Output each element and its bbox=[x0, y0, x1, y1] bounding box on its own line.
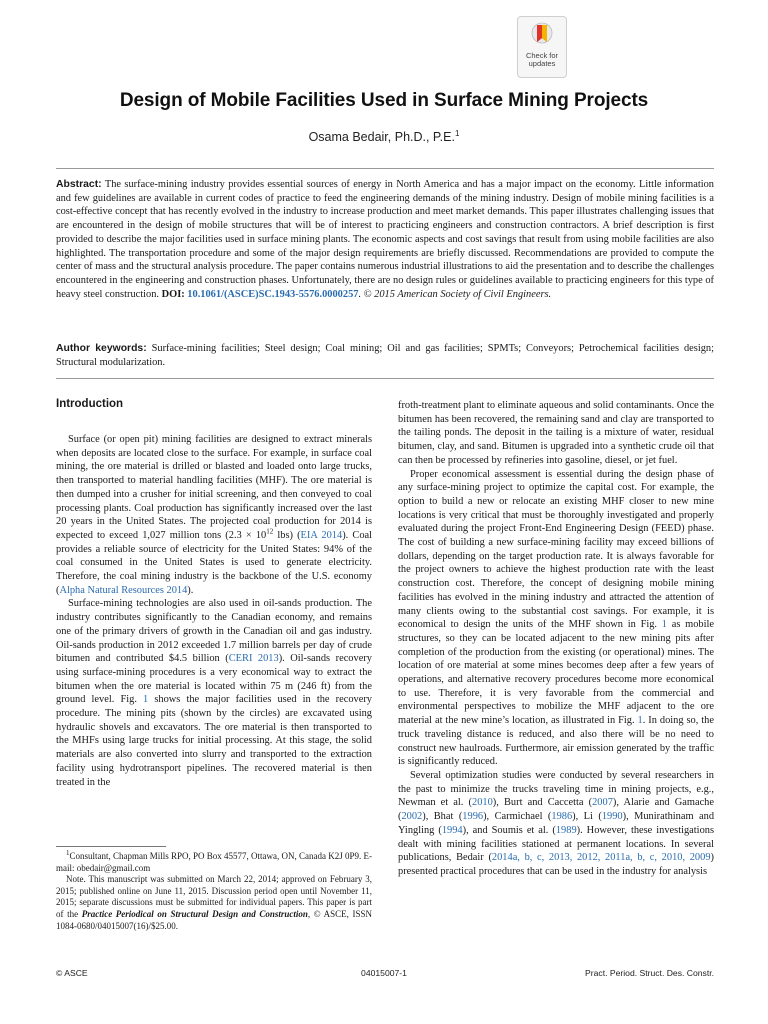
abstract-label: Abstract: bbox=[56, 179, 102, 190]
abstract-text: The surface-mining industry provides essential sources of energy in North America and has a major impact on the economy. Little information and few guidelines are available in current codes of practice to feed the engineering demands of the mining industry. Design of mobile mining facilities is a cost-effective concept that has recently evolved in the industry to increase production and meet market demands. This paper illustrates challenging issues that are encountered in the design of mobile structures that will be of interest to practicing engineers and construction contractors. A brief description is first provided to describe the major facilities used in surface mining plants. The economic aspects and cost savings that result from using mobile facilities are also highlighted. The transportation procedure and some of the major design requirements are briefly discussed. Recommendations are provided to compute the center of mass and the structural analysis procedure. The paper contains numerous industrial illustrations to aid the presentation and to describe the challenges encountered in the engineering and construction phases. Unfortunately, there are no design rules or guidelines available to practicing engineers for this type of heavy steel construction. bbox=[56, 179, 714, 300]
figure-link[interactable]: 1 bbox=[143, 694, 149, 706]
citation-link[interactable]: 2002 bbox=[401, 811, 423, 823]
text-run: ), and Soumis et al. ( bbox=[462, 824, 556, 836]
section-heading-introduction: Introduction bbox=[56, 398, 124, 410]
footer-publisher: © ASCE bbox=[56, 968, 88, 978]
citation-link[interactable]: 1996 bbox=[462, 811, 484, 823]
badge-line-1: Check for bbox=[525, 51, 559, 60]
text-run: ). bbox=[187, 584, 194, 596]
text-run: ), Munirathinam and Yingling ( bbox=[398, 811, 715, 836]
doi-link[interactable]: 10.1061/(ASCE)SC.1943-5576.0000257 bbox=[184, 288, 359, 300]
citation-link[interactable]: 2007 bbox=[592, 797, 613, 809]
check-for-updates-badge[interactable] bbox=[517, 16, 567, 78]
citation-link[interactable]: 1989 bbox=[555, 824, 577, 836]
author-footnote-mark: 1 bbox=[454, 128, 460, 138]
citation-link[interactable]: 1990 bbox=[601, 811, 623, 823]
footer-journal: Pract. Period. Struct. Des. Constr. bbox=[585, 968, 714, 978]
right-paragraph-2 bbox=[398, 468, 714, 769]
footnote-rule bbox=[56, 846, 166, 847]
text-run: ), Alarie and Gamache ( bbox=[398, 797, 714, 823]
citation-link[interactable]: Alpha Natural Resources 2014 bbox=[59, 584, 188, 596]
text-run: Several optimization studies were conducted by several researchers in the past to minimize the trucks traveling time in mining projects, e.g., Newman et al. ( bbox=[398, 769, 714, 809]
text-run: Proper economical assessment is essential during the design phase of any surface-mining project to optimize the capital cost. For example, the option to build a new or relocate an existing MHF closer to new mine locations is very critical that must be thoroughly investigated and properly evaluated during the project Front-End Engineering Design (FEED) phase. The cost of building a new surface-mining facility may exceed billions of dollars, depending on the target production rate. It is always favorable for the project owners to achieve the highest production rate with the least construction cost. Therefore, the concept of designing mobile mining facilities has evolved in the mining industry and attracted the attention of many clients owing to the substantial cost savings. For example, it is economical to design the units of the MHF shown in Fig. bbox=[398, 468, 714, 631]
keywords-label: Author keywords: bbox=[56, 343, 147, 354]
doi-label: DOI: bbox=[161, 288, 185, 300]
text-run: ). Oil-sands recovery using surface-mining procedures is a very economical way to extract the bitumen when the ore material is located within 75 m (246 ft) from the ground level. Fig. bbox=[56, 653, 372, 706]
text-run: Surface (or open pit) mining facilities are designed to extract minerals when deposits are located close to the surface. For example, in surface coal mining, the ore material is drilled or blasted and loaded onto large trucks, then transported to material handling facilities (MHF). The ore material is then dumped into a crusher for initial screening, and then conveyed to coal processing plants. Coal production has significantly increased over the last 20 years in the United States. The projected coal production for 2014 is expected to exceed 1,027 million tons (2.3 × 10 bbox=[56, 434, 372, 541]
footnote-affiliation bbox=[56, 851, 372, 874]
citation-link[interactable]: EIA 2014 bbox=[300, 529, 343, 541]
text-run: ), Carmichael ( bbox=[483, 811, 552, 823]
badge-line-2: updates bbox=[528, 59, 556, 68]
text-run: lbs) ( bbox=[273, 529, 301, 541]
text-run: ). Coal provides a reliable source of electricity for the United States: 94% of the coal consumed in the United States is used to generate electricity. Therefore, the coal mining industry is the backbone of the U.S. economy ( bbox=[56, 529, 373, 596]
text-run: ) presented practical procedures that can be used in the industry for analysis bbox=[398, 852, 714, 877]
author-line bbox=[0, 130, 768, 144]
right-column bbox=[398, 399, 714, 879]
text-run: ). However, these investigations dealt with mining facilities stationed at permanent locations. In several publications, Bedair ( bbox=[398, 824, 714, 864]
footnote bbox=[56, 851, 372, 932]
footnote-note bbox=[56, 874, 372, 932]
text-run: ), Burt and Caccetta ( bbox=[492, 797, 593, 809]
footnote-mark: 1 bbox=[66, 849, 70, 857]
right-paragraph-1: froth-treatment plant to eliminate aqueous and solid contaminants. Once the bitumen has been recovered, the remaining sand and clay are transported to the tailing ponds. The deposit in the tailing is a mixture of water, residual bitumen, clay, and sand. Bitumen is upgraded into a synthetic crude oil that can then be processed by refineries into gasoline, diesel, or jet fuel. bbox=[398, 400, 714, 466]
author-name: Osama Bedair, Ph.D., P.E. bbox=[308, 130, 455, 144]
copyright-text: . © 2015 American Society of Civil Engineers. bbox=[358, 288, 552, 300]
note-text: Note. This manuscript was submitted on March 22, 2014; approved on February 3, 2015; published online on June 11, 2015. Discussion period open until November 11, 2015; separate discussions must be submitted for individual papers. This paper is part of the bbox=[56, 874, 372, 919]
text-run: shows the major facilities used in the recovery procedure. The mining pits (shown by the circles) are excavated using hydraulic shovels and excavators. The ore material is then transported to the MHFs using large trucks for initial processing. At this stage, the solid materials are also converted into slurry and transported to the extraction facility using hydrotransport pipelines. The recovered material is then treated in the bbox=[56, 694, 372, 788]
text-run: ), Bhat ( bbox=[422, 811, 463, 823]
abstract bbox=[56, 178, 714, 301]
citation-link[interactable]: 2010 bbox=[472, 797, 493, 809]
abstract-top-rule bbox=[56, 168, 714, 169]
text-run: Surface-mining technologies are also used in oil-sands production. The industry contributes significantly to the Canadian economy, and remains one of the primary drivers of growth in the Canadian oil and gas industry. Oil-sands production in 2012 exceeded 1.7 million barrels per day of crude bitumen and contributed $4.5 billion ( bbox=[56, 598, 372, 665]
left-column bbox=[56, 433, 372, 789]
citation-link[interactable]: 1986 bbox=[551, 811, 573, 823]
exponent: 12 bbox=[266, 527, 274, 536]
citation-link[interactable]: 1994 bbox=[441, 824, 463, 836]
text-run: as mobile structures, so they can be located adjacent to the new mining pits after completion of the production from the existing (or operational) mines. The location of ore material at some mines becomes deep after a few years of operations, and alternative recovery procedures become more economical to use. Therefore, it is very favorable from the commercial and environmental perspectives to mobilize the MHF adjacent to the ore material at the new mine’s location, as illustrated in Fig. bbox=[398, 619, 714, 727]
keywords-text: Surface-mining facilities; Steel design; Coal mining; Oil and gas facilities; SPMTs; Conveyors; Petrochemical facilities design; Structural modularization. bbox=[56, 343, 714, 368]
author-keywords bbox=[56, 342, 714, 369]
paper-title: Design of Mobile Facilities Used in Surface Mining Projects bbox=[119, 90, 649, 111]
citation-link[interactable]: CERI 2013 bbox=[228, 653, 279, 665]
intro-paragraph-1 bbox=[56, 433, 372, 597]
figure-link[interactable]: 1 bbox=[661, 619, 667, 631]
citation-link[interactable]: 2014a, b, c, 2013, 2012, 2011a, b, c, 2010, 2009 bbox=[491, 852, 711, 864]
intro-paragraph-2 bbox=[56, 597, 372, 789]
journal-name: Practice Periodical on Structural Design and Construction bbox=[81, 908, 308, 919]
note-text: , © ASCE, ISSN 1084-0680/04015007(16)/$25.00. bbox=[56, 908, 373, 931]
figure-link[interactable]: 1 bbox=[637, 715, 643, 727]
right-paragraph-3 bbox=[398, 769, 714, 879]
affiliation-text: Consultant, Chapman Mills RPO, PO Box 45577, Ottawa, ON, Canada K2J 0P9. E-mail: obedair@gmail.com bbox=[56, 851, 372, 873]
text-run: . In doing so, the truck traveling distance is reduced, and also there will be no need to construct new haulroads. Furthermore, air emission generated by the traffic is significantly reduced. bbox=[398, 715, 714, 768]
abstract-bottom-rule bbox=[56, 378, 714, 379]
bookmark-ribbon-icon bbox=[530, 22, 554, 50]
text-run: ), Li ( bbox=[572, 811, 602, 823]
footer-article-number: 04015007-1 bbox=[361, 968, 407, 978]
